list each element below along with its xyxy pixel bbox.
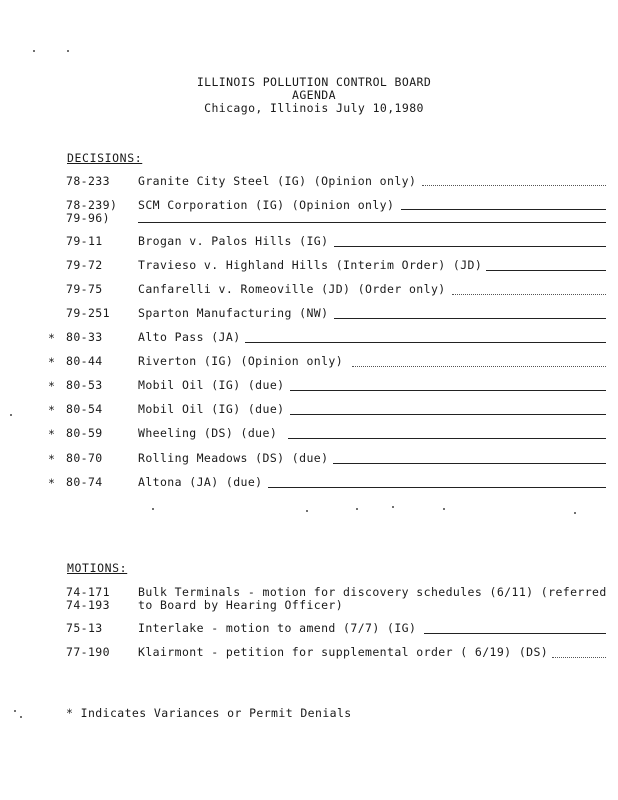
docket-number: 80-54	[66, 402, 103, 416]
blank-line	[422, 185, 606, 186]
docket-number: 80-53	[66, 378, 103, 392]
motion-text: Klairmont - petition for supplemental order ( 6/19) (DS)	[138, 645, 549, 659]
decision-row	[0, 259, 618, 273]
docket-number: 78-239) 79-96)	[66, 198, 118, 225]
blank-line	[334, 246, 606, 247]
blank-line	[424, 633, 606, 634]
docket-number: 80-44	[66, 354, 103, 368]
docket-number: 79-72	[66, 258, 103, 272]
docket-number: 74-171 74-193	[66, 585, 110, 612]
scan-speck	[356, 508, 358, 510]
scan-speck	[306, 510, 308, 512]
decision-row	[0, 476, 618, 490]
scan-speck	[574, 512, 576, 514]
decision-text: Travieso v. Highland Hills (Interim Order) (JD)	[138, 258, 483, 272]
decision-text: Canfarelli v. Romeoville (JD) (Order only)	[138, 282, 446, 296]
footnote: * Indicates Variances or Permit Denials	[66, 706, 352, 720]
decision-row	[0, 283, 618, 297]
decision-text: Altona (JA) (due)	[138, 475, 263, 489]
blank-line	[452, 294, 606, 295]
decision-row	[0, 379, 618, 393]
blank-line	[352, 366, 606, 367]
board-name: ILLINOIS POLLUTION CONTROL BOARD	[196, 75, 432, 89]
motion-row	[0, 646, 618, 660]
decision-text: Wheeling (DS) (due)	[138, 426, 278, 440]
docket-number: 77-190	[66, 645, 110, 659]
blank-line	[333, 463, 606, 464]
motion-text: Interlake - motion to amend (7/7) (IG)	[138, 621, 417, 635]
blank-line	[288, 438, 606, 439]
variance-marker: *	[48, 403, 55, 417]
decision-text: SCM Corporation (IG) (Opinion only)	[138, 198, 395, 212]
docket-number: 80-70	[66, 451, 103, 465]
decision-text: Mobil Oil (IG) (due)	[138, 378, 285, 392]
decision-text: Riverton (IG) (Opinion only)	[138, 354, 344, 368]
docket-number: 75-13	[66, 621, 103, 635]
blank-line	[290, 390, 606, 391]
location-date: Chicago, Illinois July 10,1980	[204, 101, 424, 115]
decision-row	[0, 199, 618, 227]
variance-marker: *	[48, 355, 55, 369]
decisions-heading: DECISIONS:	[67, 151, 143, 165]
decision-row	[0, 175, 618, 189]
decision-text: Sparton Manufacturing (NW)	[138, 306, 329, 320]
variance-marker: *	[48, 331, 55, 345]
decision-row	[0, 403, 618, 417]
blank-line	[401, 209, 606, 210]
scan-speck	[443, 508, 445, 510]
decision-text: Rolling Meadows (DS) (due)	[138, 451, 329, 465]
variance-marker: *	[48, 427, 55, 441]
docket-number: 80-59	[66, 426, 103, 440]
scan-speck	[20, 716, 22, 718]
motion-row	[0, 586, 618, 614]
blank-line	[268, 487, 606, 488]
docket-number: 79-75	[66, 282, 103, 296]
blank-line	[552, 657, 606, 658]
decision-row	[0, 452, 618, 466]
scan-speck	[10, 414, 12, 416]
docket-number: 80-33	[66, 330, 103, 344]
variance-marker: *	[48, 379, 55, 393]
decision-row	[0, 355, 618, 369]
variance-marker: *	[48, 452, 55, 466]
motions-heading: MOTIONS:	[67, 561, 128, 575]
blank-line	[486, 270, 606, 271]
scan-speck	[33, 50, 35, 52]
decision-row	[0, 331, 618, 345]
scan-speck	[392, 506, 394, 508]
decision-row	[0, 307, 618, 321]
decision-text: Brogan v. Palos Hills (IG)	[138, 234, 329, 248]
blank-line	[245, 342, 606, 343]
decision-text: Alto Pass (JA)	[138, 330, 241, 344]
blank-line	[290, 414, 606, 415]
motion-row	[0, 622, 618, 636]
agenda-header	[0, 76, 618, 115]
blank-line	[334, 318, 606, 319]
decision-row	[0, 427, 618, 441]
agenda-title: AGENDA	[292, 88, 336, 102]
scan-speck	[152, 508, 154, 510]
docket-number: 79-251	[66, 306, 110, 320]
scan-speck	[14, 710, 16, 712]
decision-text: Granite City Steel (IG) (Opinion only)	[138, 174, 417, 188]
motion-text: Bulk Terminals - motion for discovery schedules (6/11) (referred to Board by Hearing Officer)	[138, 585, 607, 612]
decision-text: Mobil Oil (IG) (due)	[138, 402, 285, 416]
variance-marker: *	[48, 476, 55, 490]
scan-speck	[67, 50, 69, 52]
docket-number: 79-11	[66, 234, 103, 248]
docket-number: 80-74	[66, 475, 103, 489]
blank-line	[138, 222, 606, 223]
docket-number: 78-233	[66, 174, 110, 188]
decision-row	[0, 235, 618, 249]
